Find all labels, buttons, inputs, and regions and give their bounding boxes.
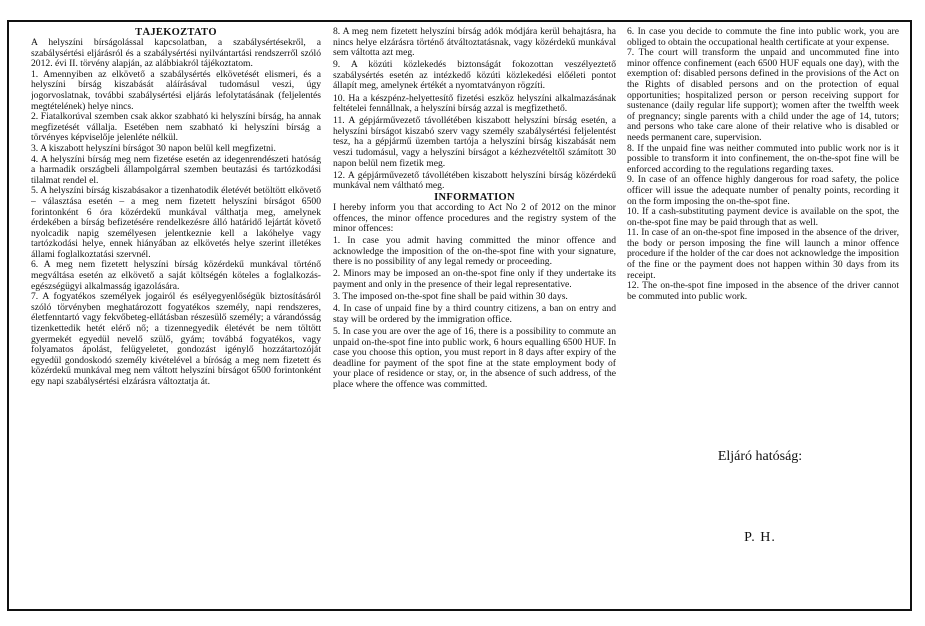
hu-paragraph: 12. A gépjárművezető távollétében kiszabott helyszíni bírság közérdekű munkával nem váltható meg.	[333, 169, 616, 192]
title-english: INFORMATION	[434, 191, 515, 203]
en-paragraph: 4. In case of unpaid fine by a third country citizens, a ban on entry and stay will be ordered by the immigration office.	[333, 303, 616, 325]
hu-paragraph: 8. A meg nem fizetett helyszíni bírság adók módjára kerül behajtásra, ha nincs helye elzárásra történő átváltoztatásnak, vagy közérdekű munkával sem váltotta azt meg.	[333, 27, 616, 59]
hu-paragraph: 2. Fiatalkorúval szemben csak akkor szabható ki helyszíni bírság, ha annak megfizetését vállalja. Esetében nem szabható ki helyszíni bírság a törvényes képviselője jelenléte nélkül.	[31, 111, 321, 144]
en-paragraph: 3. The imposed on-the-spot fine shall be paid within 30 days.	[333, 291, 568, 303]
stamp-placeholder-label: P. H.	[744, 530, 776, 545]
en-paragraph: 7. The court will transform the unpaid and uncommuted fine into minor offence confinement (each 6500 HUF equals one day), with the exemption of: disabled persons defined in the provisions of the Act on the Rights of disabled persons and on the protection of equal opportunities; hospitalized person or person receiving support for sustenance (daily regular life support); women after the twelfth week of pregnancy; single parents with a child under the age of 14, tutors; and persons who take care alone of their relative who is disabled or needs permanent care, supervision.	[627, 47, 899, 143]
hu-paragraph: 11. A gépjárművezető távollétében kiszabott helyszíni bírság esetén, a helyszíni bírságot kiszabó szerv vagy személy szabálysértési feljelentést tesz, ha a gépjármű üzemben tartója a helyszíni bírság kiszabását nem veszi tudomásul, vagy a helyszíni bírságot a kézhezvételtől számított 30 napon belül nem fizetik meg.	[333, 115, 616, 169]
column-right	[627, 27, 899, 605]
hu-paragraph: 7. A fogyatékos személyek jogairól és esélyegyenlőségük biztosításáról szóló törvényben meghatározott fogyatékos személy, napi rendszeres, életfenntartó vagy fekvőbeteg-ellátásban részesülő személy; a várandósság tizenkettedik hetét elérő nő; a tizennegyedik életévét be nem töltött gyermekét egyedül nevelő szülő, gyám; továbbá fogyatékos, vagy folyamatos ápolást, felügyeletet, gondozást igénylő hozzátartozóját egyedül gondoskodó személy kivételével a bíróság a meg nem fizetett és közérdekű munkával meg nem váltott helyszíni bírságot 6500 forintonként egy napi szabálysértési elzárásra változtatja át.	[31, 291, 321, 387]
hu-paragraph: 4. A helyszíni bírság meg nem fizetése esetén az idegenrendészeti hatóság a harmadik országbeli állampolgárral szemben beutazási és tartózkodási tilalmat rendel el.	[31, 153, 321, 186]
hu-paragraph: 6. A meg nem fizetett helyszíni bírság közérdekű munkával történő megváltása esetén az elkövető a saját költségén köteles a foglalkozás-egészségügyi alkalmasság igazolására.	[31, 259, 321, 292]
en-paragraph: 1. In case you admit having committed the minor offence and acknowledge the imposition of the on-the-spot fine with your signature, there is no possibility of any legal remedy or proceeding.	[333, 235, 616, 268]
title-hungarian: TÁJÉKOZTATÓ	[135, 27, 217, 38]
authority-label: Eljáró hatóság:	[717, 449, 803, 464]
en-paragraph: 10. If a cash-substituting payment device is available on the spot, the on-the-spot fine may be paid through that as well.	[627, 206, 899, 228]
hu-paragraph: 3. A kiszabott helyszíni bírságot 30 napon belül kell megfizetni.	[31, 142, 276, 154]
en-paragraph: I hereby inform you that according to Act No 2 of 2012 on the minor offences, the minor offence procedures and the registry system of the minor offences:	[333, 201, 616, 235]
en-paragraph: 6. In case you decide to commute the fine into public work, you are obliged to obtain the occupational health certificate at your expense.	[627, 27, 899, 48]
hu-paragraph: 5. A helyszíni bírság kiszabásakor a tizenhatodik életévét betöltött elkövető – választása esetén – a meg nem fizetett helyszíni bírságot 6500 forintonként 6 óra közérdekű munkával válthatja meg, amelynek érdekében a bírság befizetésére rendelkezésre álló határidő lejártát követő nyolcadik napig személyesen jelentkeznie kell a lakóhelye vagy tartózkodási helye, ennek hiányában az elkövetés helye szerint illetékes állami foglalkoztatási szervnél.	[31, 185, 321, 260]
document-frame	[7, 20, 912, 611]
en-paragraph: 9. In case of an offence highly dangerous for road safety, the police officer will issue the adequate number of penalty points, recording it on the form imposing the on-the-spot fine.	[627, 174, 899, 207]
en-paragraph: 11. In case of an on-the-spot fine imposed in the absence of the driver, the body or person imposing the fine will launch a minor offence procedure if the holder of the car does not acknowledge the imposition of the fine or the payment does not happen within 30 days from its receipt.	[627, 227, 899, 281]
hu-paragraph: 1. Amennyiben az elkövető a szabálysértés elkövetését elismeri, és a helyszíni bírság kiszabását aláírásával tudomásul veszi, úgy jogorvoslatnak, további szabálysértési eljárás lefolytatásának (feljelentés megtételének) helye nincs.	[31, 68, 321, 112]
en-paragraph: 8. If the unpaid fine was neither commuted into public work nor is it possible to transform it into confinement, the on-the-spot fine will be enforced according to the regulations regarding taxes.	[627, 142, 899, 175]
en-paragraph: 2. Minors may be imposed an on-the-spot fine only if they undertake its payment and only in the presence of their legal representative.	[333, 268, 616, 291]
en-paragraph: 5. In case you are over the age of 16, there is a possibility to commute an unpaid on-the-spot fine into public work, 6 hours equalling 6500 HUF. In case you choose this option, you must report in 8 days after expiry of the deadline for payment of the spot fine at the state employment body of your place of residence or stay, or, in the absence of such address, of the place where the offence was committed.	[333, 325, 616, 390]
hu-paragraph: 9. A közúti közlekedés biztonságát fokozottan veszélyeztető szabálysértés esetén az intézkedő közúti közlekedési előéleti pontot állapít meg, amelynek értékét a nyomtatványon rögzíti.	[333, 59, 616, 92]
en-paragraph: 12. The on-the-spot fine imposed in the absence of the driver cannot be commuted into public work.	[627, 280, 899, 302]
hu-paragraph: A helyszíni bírságolással kapcsolatban, a szabálysértésekről, a szabálysértési eljárásról és a szabálysértési nyilvántartási rendszerről szóló 2012. évi II. törvény alapján, az alábbiakról tájékoztatom.	[31, 37, 321, 70]
column-middle	[333, 27, 616, 605]
column-left	[31, 27, 321, 605]
hu-paragraph: 10. Ha a készpénz-helyettesítő fizetési eszköz helyszíni alkalmazásának feltételei fennállnak, a helyszíni bírság azzal is megfizethető.	[333, 92, 616, 115]
